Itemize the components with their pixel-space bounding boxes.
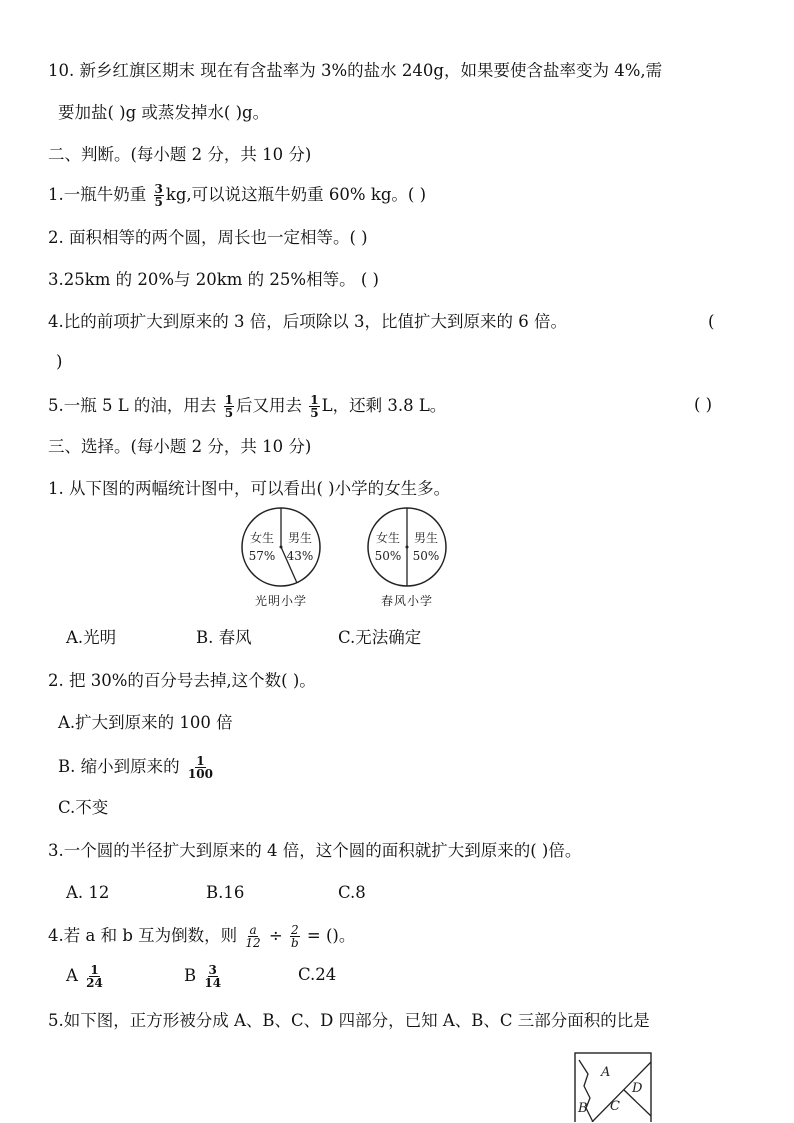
s3-q4-f2-num: 2: [291, 923, 299, 937]
s2-q5-f1-den: 5: [224, 406, 234, 420]
pie1-right-label: 男生: [287, 531, 313, 545]
s2-q5-mid: 后又用去: [236, 396, 308, 415]
s2-q1-pre: 1.一瓶牛奶重: [48, 185, 152, 204]
s3-q2-optb-pre: B. 缩小到原来的: [58, 757, 185, 776]
s3-q4-pre: 4.若 a 和 b 互为倒数，则: [48, 926, 243, 945]
pie-chart-chunfeng: [364, 506, 450, 609]
s2-q5-f1-num: 1: [224, 393, 234, 407]
s3-q4-optb-label: B: [184, 966, 202, 985]
diagram-label-b: B: [578, 1101, 588, 1116]
s3-q4-opta-label: A: [66, 966, 84, 985]
q10-line1: 10. 新乡红旗区期末 现在有含盐率为 3%的盐水 240g，如果要使含盐率变为 4%,需: [48, 61, 663, 80]
s3-q3-option-b: B.16: [206, 883, 245, 902]
pie1-right-value: 43%: [286, 549, 314, 563]
s2-q5-f2-num: 1: [310, 393, 319, 407]
s2-q5: [48, 394, 446, 419]
s3-q4-option-b: [184, 964, 224, 989]
s2-q4-line2: ): [56, 352, 63, 371]
s3-q4-optb-fraction: [203, 964, 222, 989]
s2-q5-f2-den: 5: [310, 406, 319, 420]
s3-q2-optb-den: 100: [187, 767, 213, 781]
s2-q5-pre: 5.一瓶 5 L 的油，用去: [48, 396, 222, 415]
q10-line2: 要加盐( )g 或蒸发掉水( )g。: [58, 103, 270, 122]
diagram-label-c: C: [610, 1099, 620, 1114]
s3-q4-f2-den: b: [290, 936, 299, 950]
s3-q4-opta-fraction: [85, 964, 104, 989]
s3-q3-option-a: A. 12: [66, 883, 110, 902]
pie2-left-value: 50%: [374, 549, 402, 563]
s3-q1-option-a: A.光明: [66, 628, 117, 647]
s3-q4-post: = ()。: [301, 926, 356, 945]
s3-q1-stem: 1. 从下图的两幅统计图中，可以看出( )小学的女生多。: [48, 479, 451, 498]
s3-q4-option-a: [66, 964, 106, 989]
s3-q2-stem: 2. 把 30%的百分号去掉,这个数( )。: [48, 671, 316, 690]
s3-q2-option-c: C.不变: [58, 798, 109, 817]
s3-q4-fraction1: [244, 924, 261, 949]
diagram-label-a: A: [601, 1065, 611, 1080]
pie1-center: [280, 546, 283, 549]
s3-q4-opta-den: 24: [86, 976, 103, 990]
pie2-right-value: 50%: [412, 549, 440, 563]
pie2-right-label: 男生: [413, 531, 439, 545]
pie2-left-label: 女生: [375, 531, 401, 545]
s2-q1-fraction: [154, 183, 164, 208]
s2-q5-paren: ( ): [694, 395, 713, 414]
pie2-svg: [364, 506, 450, 588]
square-diagram: [574, 1052, 656, 1122]
pie1-svg: [238, 506, 324, 588]
s3-q2-optb-num: 1: [196, 754, 205, 768]
s2-q5-post: L，还剩 3.8 L。: [321, 396, 447, 415]
s2-q5-fraction1: [224, 394, 234, 419]
s3-q4-f1-num: a: [249, 923, 257, 937]
s3-q3-stem: 3.一个圆的半径扩大到原来的 4 倍，这个圆的面积就扩大到原来的( )倍。: [48, 841, 582, 860]
s3-q4-option-c: C.24: [298, 965, 337, 984]
s2-q4-paren-open: (: [708, 312, 715, 331]
s3-q4-opta-num: 1: [90, 963, 99, 977]
s2-q1-frac-num: 3: [154, 182, 163, 196]
s3-q4-stem: [48, 924, 355, 949]
s2-q3: 3.25km 的 20%与 20km 的 25%相等。 ( ): [48, 270, 379, 289]
s2-q4-line1: 4.比的前项扩大到原来的 3 倍，后项除以 3，比值扩大到原来的 6 倍。: [48, 312, 567, 331]
s2-q1-post: kg,可以说这瓶牛奶重 60% kg。( ): [165, 185, 427, 204]
s3-q4-optb-num: 3: [208, 963, 217, 977]
s3-q4-optb-den: 14: [204, 976, 222, 990]
pie1-left-value: 57%: [248, 549, 276, 563]
s3-q3-option-c: C.8: [338, 883, 366, 902]
pie1-left-label: 女生: [249, 531, 275, 545]
pie-chart-guangming: [238, 506, 324, 609]
section2-title: 二、判断。(每小题 2 分，共 10 分): [48, 145, 312, 164]
s3-q2-optb-fraction: [187, 755, 214, 780]
s2-q5-fraction2: [309, 394, 319, 419]
s3-q4-op: ÷: [263, 926, 288, 945]
s3-q4-f1-den: 12: [245, 936, 261, 950]
s3-q1-option-b: B. 春风: [196, 628, 252, 647]
pie2-center: [406, 546, 409, 549]
s2-q2: 2. 面积相等的两个圆，周长也一定相等。( ): [48, 228, 368, 247]
s2-q1-frac-den: 5: [154, 195, 163, 209]
s3-q4-fraction2: [290, 924, 300, 949]
section3-title: 三、选择。(每小题 2 分，共 10 分): [48, 437, 312, 456]
pie2-caption: 春风小学: [380, 594, 433, 608]
s3-q2-option-a: A.扩大到原来的 100 倍: [58, 713, 233, 732]
pie1-caption: 光明小学: [254, 594, 307, 608]
s3-q2-option-b: [58, 755, 216, 780]
s3-q5-stem: 5.如下图，正方形被分成 A、B、C、D 四部分，已知 A、B、C 三部分面积的比是: [48, 1011, 650, 1030]
diagram-label-d: D: [632, 1081, 643, 1096]
s3-q1-option-c: C.无法确定: [338, 628, 422, 647]
s2-q1: [48, 183, 426, 208]
